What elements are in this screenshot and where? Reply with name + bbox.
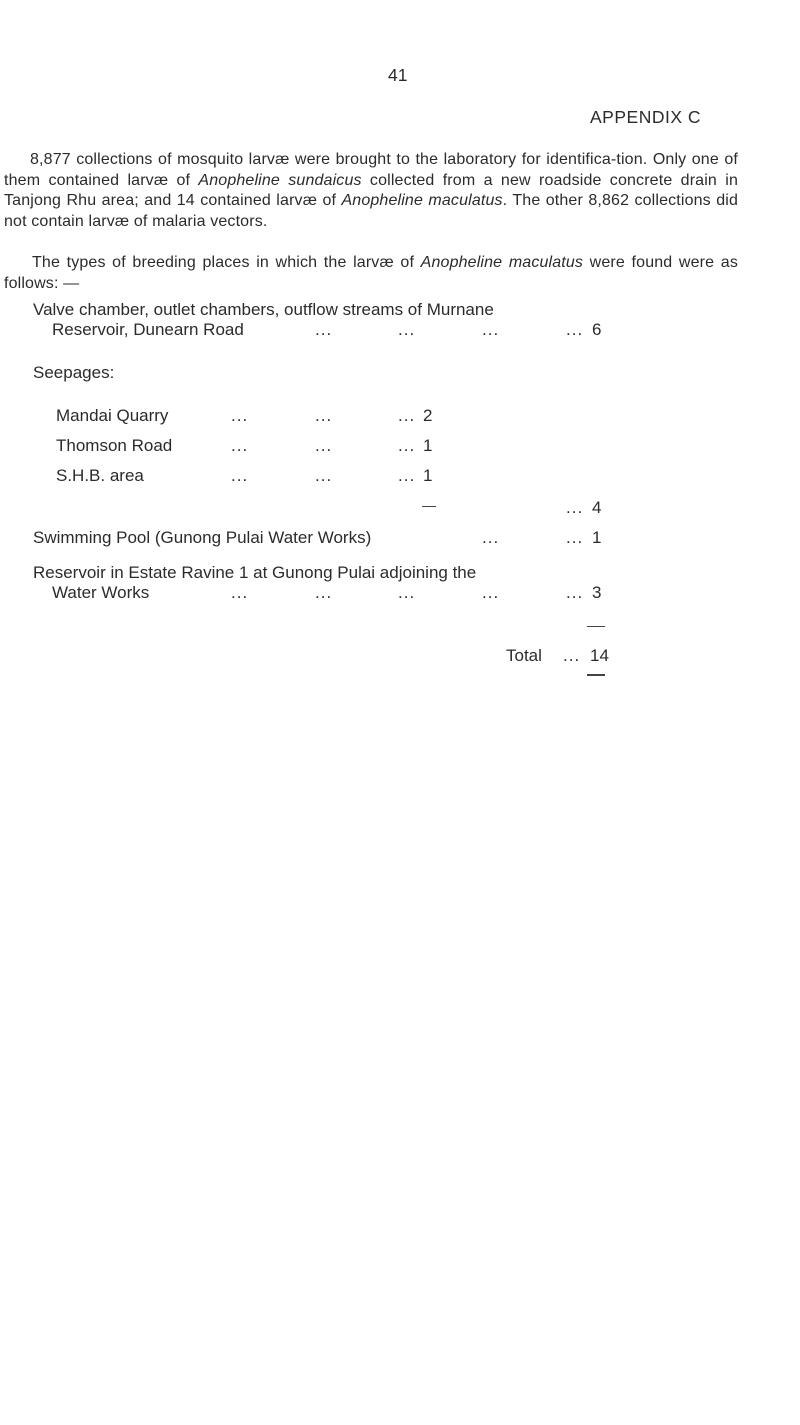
leader-dots: ... xyxy=(566,528,584,547)
leader-dots: ... xyxy=(315,320,333,339)
paragraph2-text-a: The types of breeding places in which the larvæ of xyxy=(32,254,421,271)
leader-dots: ... xyxy=(315,466,333,485)
leader-dots: ... xyxy=(315,406,333,425)
item-thomson: Thomson Road xyxy=(56,436,173,455)
leader-dots: ... xyxy=(482,320,500,339)
subtotal-rule xyxy=(422,506,436,507)
total-label: Total xyxy=(506,646,542,665)
value-mandai: 2 xyxy=(423,406,433,425)
item-mandai: Mandai Quarry xyxy=(56,406,169,425)
value-total: 14 xyxy=(590,646,609,665)
leader-dots: ... xyxy=(398,436,416,455)
leader-dots: ... xyxy=(231,583,249,602)
leader-dots: ... xyxy=(231,466,249,485)
leader-dots: ... xyxy=(482,583,500,602)
value-thomson: 1 xyxy=(423,436,433,455)
item-reservoir-line2: Water Works xyxy=(52,583,150,602)
paragraph-breeding-places xyxy=(4,253,738,294)
value-seepages-subtotal: 4 xyxy=(592,498,602,517)
species-maculatus-2: Anopheline maculatus xyxy=(420,254,584,271)
value-valve: 6 xyxy=(592,320,602,339)
paragraph1-text-b: collected from a new roadside concrete drain in Tanjong Rhu area; and 14 contained larvæ of xyxy=(4,171,739,209)
species-sundaicus: Anopheline sundaicus xyxy=(198,171,362,189)
leader-dots: ... xyxy=(398,583,416,602)
paragraph2-text-b: were found were as follows: — xyxy=(4,254,738,292)
leader-dots: ... xyxy=(566,498,584,517)
appendix-heading: APPENDIX C xyxy=(590,107,701,127)
paragraph1-text-a: 8,877 collections of mosquito larvæ were brought to the laboratory for identifica-tion. Only one of them contained larvæ of xyxy=(4,151,738,189)
item-valve-line1: Valve chamber, outlet chambers, outflow streams of Murnane xyxy=(33,300,494,319)
item-shb: S.H.B. area xyxy=(56,466,144,485)
leader-dots: ... xyxy=(398,466,416,485)
item-swimming-pool: Swimming Pool (Gunong Pulai Water Works) xyxy=(33,528,372,547)
species-maculatus: Anopheline maculatus xyxy=(341,192,503,209)
paragraph1-text-c: . The other 8,862 collections did not contain larvæ of malaria vectors. xyxy=(4,192,739,230)
leader-dots: ... xyxy=(563,646,581,665)
leader-dots: ... xyxy=(315,583,333,602)
leader-dots: ... xyxy=(315,436,333,455)
leader-dots: ... xyxy=(566,320,584,339)
value-swimming-pool: 1 xyxy=(592,528,602,547)
leader-dots: ... xyxy=(231,436,249,455)
leader-dots: ... xyxy=(482,528,500,547)
page-number: 41 xyxy=(388,65,408,85)
seepages-label: Seepages: xyxy=(33,363,115,382)
leader-dots: ... xyxy=(566,583,584,602)
leader-dots: ... xyxy=(398,320,416,339)
leader-dots: ... xyxy=(398,406,416,425)
total-bottom-rule xyxy=(587,674,605,676)
leader-dots: ... xyxy=(231,406,249,425)
item-valve-line2: Reservoir, Dunearn Road xyxy=(52,320,244,339)
value-shb: 1 xyxy=(423,466,433,485)
total-top-rule xyxy=(587,626,605,627)
value-reservoir: 3 xyxy=(592,583,602,602)
paragraph-collections xyxy=(4,150,738,232)
item-reservoir-line1: Reservoir in Estate Ravine 1 at Gunong Pulai adjoining the xyxy=(33,563,477,582)
